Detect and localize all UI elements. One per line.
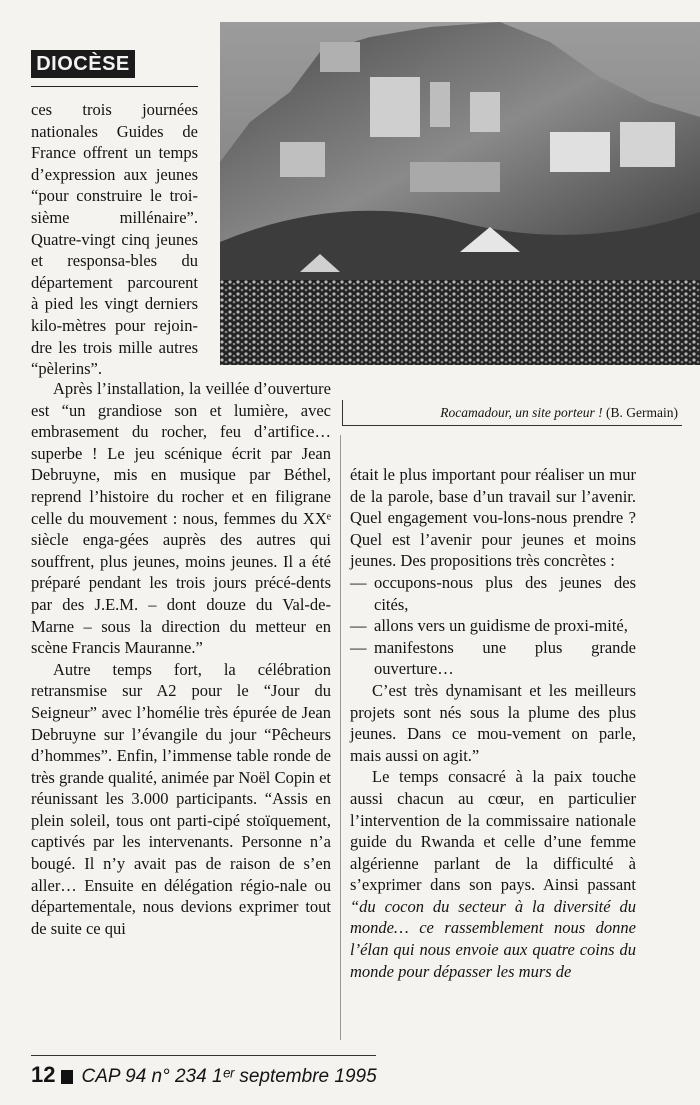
section-rule bbox=[31, 86, 198, 87]
section-tag: DIOCÈSE bbox=[31, 50, 135, 78]
paragraph: Autre temps fort, la célébration retransmise sur A2 pour le “Jour du Seigneur” avec l’homélie très épurée de Jean Debruyne sur l’évangile du jour “Pêcheurs d’hommes”. Enfin, l’immense table ronde de très grande qualité, animée par Noël Copin et réunissant les 3.000 participants. “Assis en plein soleil, tous ont parti-cipé stoïquement, captivés par les intervenants. Personne n’a bougé. Il n’y avait pas de raison de s’en aller… Ensuite en délégation régio-nale ou départementale, nous devions exprimer tout de suite ce qui bbox=[31, 659, 331, 938]
caption-credit: (B. Germain) bbox=[606, 405, 678, 420]
list-item bbox=[350, 615, 636, 637]
dash-marker: — bbox=[350, 637, 367, 657]
list-item-text: allons vers un guidisme de proxi-mité, bbox=[374, 616, 628, 636]
paragraph: était le plus important pour réaliser un mur de la parole, base d’un travail sur l’avenir. Quel engagement vou-lons-nous prendre ? Quel est l’avenir pour jeunes et moins jeunes. Des propositions très concrètes : bbox=[350, 465, 636, 571]
square-bullet-icon bbox=[61, 1070, 73, 1084]
column-1-bottom bbox=[31, 378, 331, 939]
footer-rule bbox=[31, 1055, 376, 1056]
photo-caption bbox=[342, 400, 682, 426]
list-item bbox=[350, 572, 636, 615]
page-footer bbox=[31, 1062, 377, 1092]
paragraph: Après l’installation, la veillée d’ouverture est “un grandiose son et lumière, avec embrasement du rocher, feu d’artifice… superbe ! Le jeu scénique écrit par Jean Debruyne, mis en musique par Béthel, reprend l’histoire du rocher et en filigrane celle du mouvement : nous, femmes du XXᵉ siècle enga-gées auprès des autres qui souffrent, plus jeunes, moins jeunes. Il a été préparé pendant les trois jours précé-dents par des J.E.M. – dont douze du Val-de-Marne – sous la direction du metteur en scène Francis Mauranne.” bbox=[31, 379, 331, 658]
column-divider bbox=[340, 435, 341, 1040]
quote-text: “du cocon du secteur à la diversité du monde… ce rassemblement nous donne l’élan qui nous envoie aux quatre coins du monde pour dépasser les murs de bbox=[350, 896, 636, 981]
column-1-top bbox=[31, 99, 198, 380]
list-item-text: occupons-nous plus des jeunes des cités, bbox=[374, 572, 636, 614]
caption-text: Rocamadour, un site porteur ! bbox=[440, 405, 603, 420]
paragraph: C’est très dynamisant et les meilleurs projets sont nés sous la plume des plus jeunes. Dans ce mou-vement on parle, mais aussi on agit.” bbox=[350, 680, 636, 765]
rocamadour-photo bbox=[220, 22, 700, 365]
paragraph-intro: ces trois journées nationales Guides de France offrent un temps d’expression aux jeunes “pour construire le troi-sième millénaire”. Quatre-vingt cinq jeunes et responsa-bles du département parcourent à pied les vingt derniers kilo-mètres pour rejoin-dre les trois mille autres “pèlerins”. bbox=[31, 100, 198, 379]
publication-info: CAP 94 n° 234 1ᵉʳ septembre 1995 bbox=[81, 1066, 377, 1087]
list-item-text: manifestons une plus grande ouverture… bbox=[374, 637, 636, 679]
photo-illustration bbox=[220, 22, 700, 365]
list-item bbox=[350, 637, 636, 680]
dash-marker: — bbox=[350, 572, 367, 592]
paragraph bbox=[350, 766, 636, 982]
page-number: 12 bbox=[31, 1062, 56, 1087]
column-2 bbox=[350, 464, 636, 982]
paragraph-text: Le temps consacré à la paix touche aussi chacun au cœur, en particulier l’intervention de la commissaire nationale guide du Rwanda et celle d’une femme algérienne parlant de la difficulté à s’exprimer dans son pays. Ainsi passant bbox=[350, 767, 636, 895]
dash-marker: — bbox=[350, 616, 367, 636]
